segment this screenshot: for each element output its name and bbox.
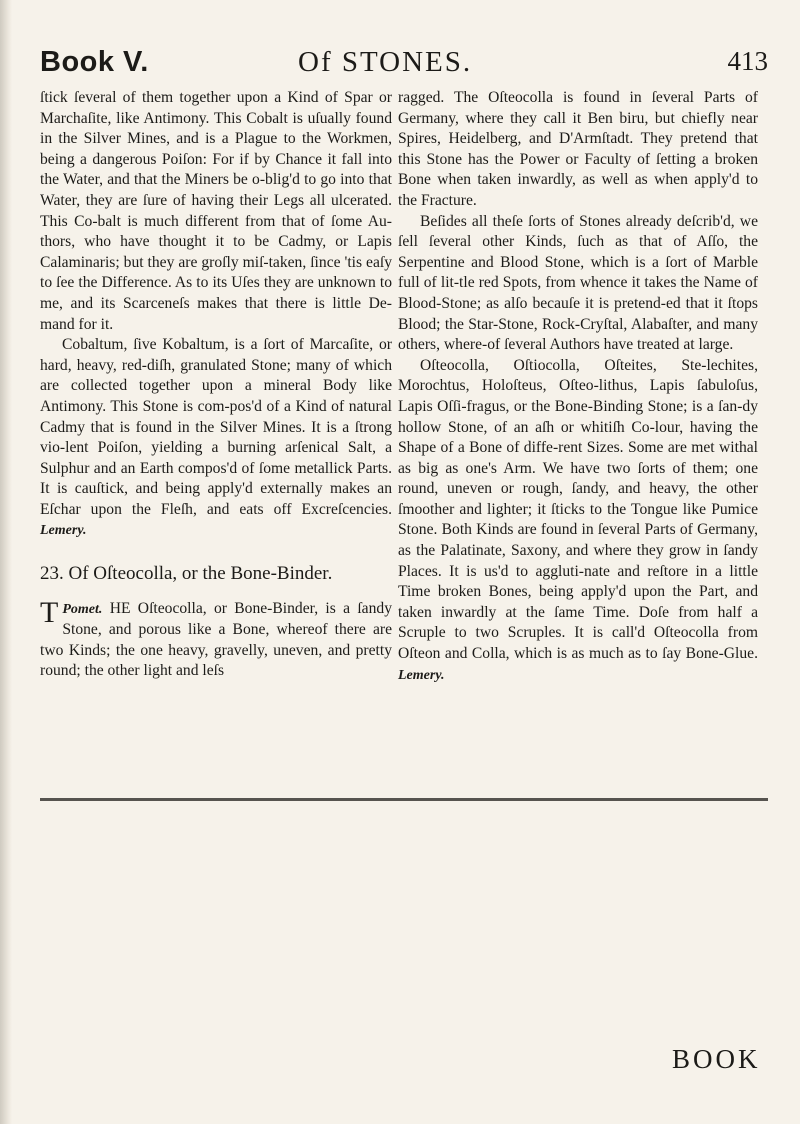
running-header bbox=[40, 42, 768, 86]
right-column bbox=[398, 88, 758, 686]
horizontal-rule bbox=[40, 798, 768, 801]
margin-note-lemery: Lemery. bbox=[40, 523, 87, 539]
book-number: Book V. bbox=[40, 46, 149, 78]
paragraph-bone-binding-text: Oſteocolla, Oſtiocolla, Oſteites, Ste-lechites, Morochtus, Holoſteus, Oſteo-lithus, Lapis ſabuloſus, Lapis Oſſi-fragus, or the Bone-Binding Stone; is a ſan-dy hollow Stone, of an aſh or whitiſh Co-lour, having the Shape of a Bone of diffe-rent Sizes. Some are met withal as big as one's Arm. We have two ſorts of them; one round, uneven or rough, ſandy, and heavy, the other ſmoother and lighter; it ſticks to the Tongue like Pumice Stone. Both Kinds are found in ſeveral Parts of Germany, as the Palatinate, Saxony, and where they grow in ſandy Places. It is us'd to aggluti-nate and reſtore in a little Time broken Bones, being apply'd upon the Part, and taken inwardly at the ſame Time. Doſe from half a Scruple to two Scruples. It is call'd Oſteocolla from Oſteon and Colla, which is as much as to ſay Bone-Glue. bbox=[398, 356, 758, 663]
paragraph-cobaltum-text: Cobaltum, ſive Kobaltum, is a ſort of Marcaſite, or hard, heavy, red-diſh, granulated Stone; many of which are collected together upon a mineral Body like Antimony. This Stone is com-pos'd of a Kind of natural Cadmy that is found in the Silver Mines. It is a ſtrong vio-lent Poiſon, yielding a burning arſenical Salt, a Sulphur and an Earth compos'd of ſome metallick Parts. It is cauſtick, and being apply'd externally makes an Eſchar upon the Fleſh, and eats off Excreſcencies. bbox=[40, 336, 392, 518]
paragraph-cobalt: ſtick ſeveral of them together upon a Kind of Spar or Marchaſite, like Antimony. This Cobalt is uſually found in the Silver Mines, and is a Plague to the Workmen, being a dangerous Poiſon: For if by Chance it fall into the Water, and that the Miners be o-blig'd to go into that Water, they are ſure of having their Legs all ulcerated. This Co-balt is much different from that of ſome Au-thors, who have thought it to be Cadmy, or Lapis Calaminaris; but they are groſly miſ-taken, ſince 'tis eaſy to ſee the Difference. As to its Uſes they are unknown to me, and its Scarceneſs makes that there is little De-mand for it. bbox=[40, 89, 392, 333]
paragraph-besides: Beſides all theſe ſorts of Stones already deſcrib'd, we ſell ſeveral other Kinds, ſuch as that of Aſſo, the Serpentine and Blood Stone, which is a ſort of Marble full of lit-tle red Spots, from whence it takes the Name of Blood-Stone; as alſo becauſe it is pretend-ed that it ſtops Blood; the Star-Stone, Rock-Cryſtal, Alabaſter, and many others, where-of ſeveral Authors have treated at large. bbox=[398, 212, 758, 354]
page-number: 413 bbox=[727, 46, 768, 76]
drop-cap: T bbox=[40, 595, 59, 629]
binding-shadow bbox=[0, 0, 12, 1124]
catchword: BOOK bbox=[672, 1044, 761, 1074]
paragraph-osteocolla bbox=[40, 595, 392, 682]
paragraph-ragged: ragged. The Oſteocolla is found in ſeveral Parts of Germany, where they call it Ben biru, but chiefly near Spires, Heidelberg, and D'Armſtadt. They pretend that this Stone has the Power or Faculty of ſetting a broken Bone when taken inwardly, as well as when apply'd to the Fracture. bbox=[398, 89, 758, 209]
paragraph-cobaltum bbox=[40, 335, 392, 542]
section-title-osteocolla: 23. Of Oſteocolla, or the Bone-Binder. bbox=[40, 563, 333, 585]
paragraph-bone-binding bbox=[398, 356, 758, 687]
left-column bbox=[40, 88, 392, 682]
paragraph-osteocolla-text: HE Oſteocolla, or Bone-Binder, is a ſandy Stone, and porous like a Bone, whereof there are two Kinds; the one heavy, gravelly, uneven, and pretty round; the other light and leſs bbox=[40, 599, 392, 680]
running-title: Of STONES. bbox=[298, 46, 473, 78]
margin-note-lemery-right: Lemery. bbox=[398, 667, 445, 683]
margin-note-pomet: Pomet. bbox=[62, 601, 103, 617]
